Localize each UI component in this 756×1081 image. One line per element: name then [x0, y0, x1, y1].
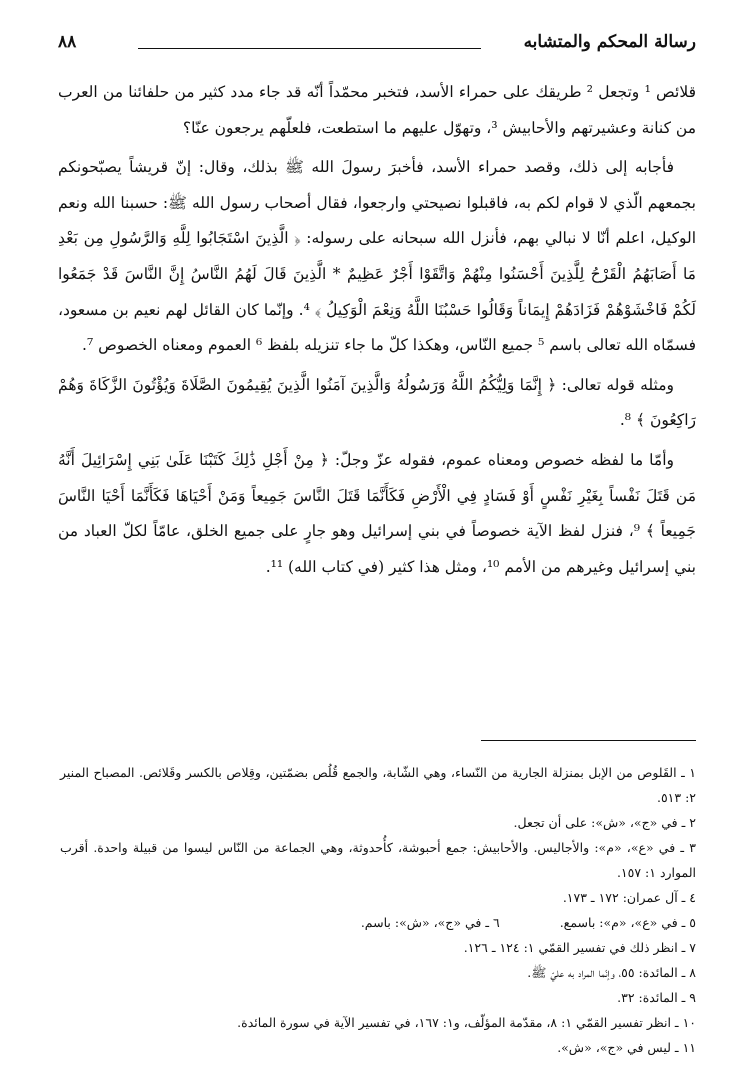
footnote: ١٠ ـ انظر تفسير القمّي ١: ٨، مقدّمة المؤلّف، و١: ١٦٧، في تفسير الآية في سورة المائدة. — [237, 1015, 696, 1030]
footnote-row — [60, 910, 696, 935]
header-rule — [138, 48, 481, 49]
footnote: ٧ ـ انظر ذلك في تفسير القمّي ١: ١٢٤ ـ ١٢٦. — [463, 940, 696, 955]
footnote: ٩ ـ المائدة: ٣٢. — [617, 990, 696, 1005]
paragraph: وأمّا ما لفظه خصوص ومعناه عموم، فقوله عزّ وجلّ: ﴿ مِنْ أَجْلِ ذَٰلِكَ كَتَبْنَا عَلَىٰ بَنِي إِسْرَائِيلَ أَنَّهُ مَن قَتَلَ نَفْساً بِغَيْرِ نَفْسٍ أَوْ فَسَادٍ فِي الْأَرْضِ فَكَأَنَّمَا قَتَلَ النَّاسَ جَمِيعاً وَمَنْ أَحْيَاهَا فَكَأَنَّمَا أَحْيَا النَّاسَ جَمِيعاً ﴾ ⁹، فنزل لفظ الآية خصوصاً في بني إسرائيل وهو جارٍ على جميع الخلق، عامّاً لكلّ العباد من بني إسرائيل وغيرهم من الأمم ¹⁰، ومثل هذا كثير (في كتاب الله) ¹¹. — [58, 450, 696, 576]
footnote: ١١ ـ ليس في «ج»، «ش». — [557, 1040, 696, 1055]
paragraph: فأجابه إلى ذلك، وقصد حمراء الأسد، فأخبرَ رسولَ الله ﷺ بذلك، وقال: إنّ قريشاً يصبّحونكم بجمعهم الّذي لا قوام لكم به، فاقبلوا نصيحتي وارجعوا، فقال أصحاب رسول الله ﷺ: حسبنا الله ونعم الوكيل، اعلم أنّا لا نبالي بهم، فأنزل الله سبحانه على رسوله: ﴿ الَّذِينَ اسْتَجَابُوا لِلَّهِ وَالرَّسُولِ مِن بَعْدِ مَا أَصَابَهُمُ الْقَرْحُ لِلَّذِينَ أَحْسَنُوا مِنْهُمْ وَاتَّقَوْا أَجْرٌ عَظِيمٌ * الَّذِينَ قَالَ لَهُمُ النَّاسُ إِنَّ النَّاسَ قَدْ جَمَعُوا لَكُمْ فَاخْشَوْهُمْ فَزَادَهُمْ إِيمَاناً وَقَالُوا حَسْبُنَا اللَّهُ وَنِعْمَ الْوَكِيلُ ﴾ ⁴. وإنّما كان القائل لهم نعيم بن مسعود، فسمّاه الله تعالى باسم ⁵ جميع النّاس، وهكذا كلّ ما جاء تنزيله بلفظ ⁶ العموم ومعناه الخصوص ⁷. — [58, 158, 696, 355]
footnotes — [60, 760, 696, 1060]
footnote: ٢ ـ في «ج»، «ش»: على أن تجعل. — [513, 815, 696, 830]
footnote: ٣ ـ في «ع»، «م»: والأجاليس. والأحابيش: جمع أحبوشة، كأُحدوثة، وهي الجماعة من النّاس ليسوا من قبيلة واحدة. أقرب الموارد ١: ١٥٧. — [60, 840, 696, 880]
paragraph: قلائص ¹ وتجعل ² طريقك على حمراء الأسد، فتخبر محمّداً أنّه قد جاء مدد كثير من حلفائنا من العرب من كنانة وعشيرتهم والأحابيش ³، وتهوّل عليهم ما استطعت، فلعلّهم يرجعون عنّا؟ — [58, 83, 696, 137]
footnote: ٤ ـ آل عمران: ١٧٢ ـ ١٧٣. — [562, 890, 696, 905]
footnote-divider — [481, 740, 696, 741]
footnote: ١ ـ القَلوص من الإبل بمنزلة الجارية من النّساء، وهي الشّابة، والجمع قُلُص بضمّتين، وقِلاص بالكسر وقَلائص. المصباح المنير ٢: ٥١٣. — [60, 765, 696, 805]
page-header — [58, 30, 696, 60]
footnote: ٦ ـ في «ج»، «ش»: باسم. — [360, 915, 500, 930]
page-number: ٨٨ — [58, 32, 77, 52]
paragraph: ومثله قوله تعالى: ﴿ إِنَّمَا وَلِيُّكُمُ اللَّهُ وَرَسُولُهُ وَالَّذِينَ آمَنُوا الَّذِينَ يُقِيمُونَ الصَّلَاةَ وَيُؤْتُونَ الزَّكَاةَ وَهُمْ رَاكِعُونَ ﴾ ⁸. — [58, 375, 696, 430]
footnote: ٥ ـ في «ع»، «م»: باسمع. — [559, 915, 696, 930]
main-text — [58, 75, 696, 585]
footnote: ٨ ـ المائدة: ٥٥، وإنّما المراد به عليّ ﷺ. — [527, 965, 696, 980]
running-title: رسالة المحكم والمتشابه — [523, 32, 696, 52]
